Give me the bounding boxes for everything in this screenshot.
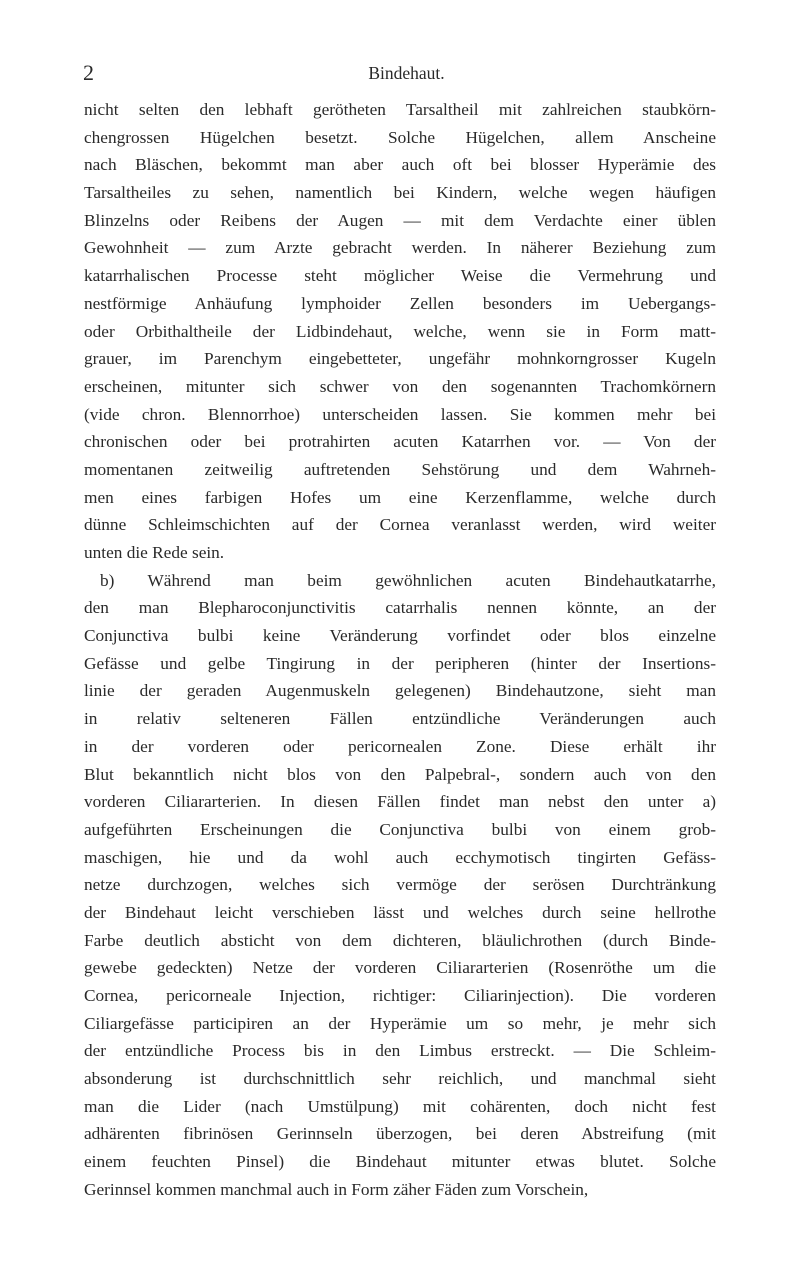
text-line: Ciliargefässe participiren an der Hyperämie um so mehr, je mehr sich	[84, 1013, 716, 1033]
text-line: Tarsaltheiles zu sehen, namentlich bei Kindern, welche wegen häufigen	[84, 183, 716, 203]
text-line: b) Während man beim gewöhnlichen acuten Bindehautkatarrhe,	[100, 570, 716, 590]
text-line: (vide chron. Blennorrhoe) unterscheiden lassen. Sie kommen mehr bei	[84, 404, 716, 424]
text-line: Gewohnheit — zum Arzte gebracht werden. In näherer Beziehung zum	[84, 238, 716, 258]
page-header	[0, 60, 801, 86]
text-line: oder Orbithaltheile der Lidbindehaut, welche, wenn sie in Form matt-	[84, 321, 716, 341]
text-line: adhärenten fibrinösen Gerinnseln überzogen, bei deren Abstreifung (mit	[84, 1124, 716, 1144]
text-line: Blinzelns oder Reibens der Augen — mit dem Verdachte einer üblen	[84, 210, 716, 230]
text-line: absonderung ist durchschnittlich sehr reichlich, und manchmal sieht	[84, 1069, 716, 1089]
text-line: momentanen zeitweilig auftretenden Sehstörung und dem Wahrneh-	[84, 459, 716, 479]
text-line: Blut bekanntlich nicht blos von den Palpebral-, sondern auch von den	[84, 764, 716, 784]
running-head: Bindehaut.	[368, 63, 445, 83]
text-line: nach Bläschen, bekommt man aber auch oft bei blosser Hyperämie des	[84, 155, 716, 175]
text-line: aufgeführten Erscheinungen die Conjunctiva bulbi von einem grob-	[84, 819, 716, 839]
text-line: man die Lider (nach Umstülpung) mit cohärenten, doch nicht fest	[84, 1096, 716, 1116]
page-number: 2	[83, 60, 94, 85]
text-line: der entzündliche Process bis in den Limbus erstreckt. — Die Schleim-	[84, 1041, 716, 1061]
text-line: erscheinen, mitunter sich schwer von den sogenannten Trachomkörnern	[84, 376, 716, 396]
text-line: der Bindehaut leicht verschieben lässt und welches durch seine hellrothe	[84, 902, 716, 922]
text-line: nestförmige Anhäufung lymphoider Zellen besonders im Uebergangs-	[84, 293, 716, 313]
text-line: Gerinnsel kommen manchmal auch in Form zäher Fäden zum Vorschein,	[84, 1179, 589, 1199]
text-line: grauer, im Parenchym eingebetteter, ungefähr mohnkorngrosser Kugeln	[84, 349, 716, 369]
text-line: maschigen, hie und da wohl auch ecchymotisch tingirten Gefäss-	[84, 847, 716, 867]
text-line: chengrossen Hügelchen besetzt. Solche Hügelchen, allem Anscheine	[84, 127, 716, 147]
text-line: gewebe gedeckten) Netze der vorderen Ciliararterien (Rosenröthe um die	[84, 958, 716, 978]
text-line: einem feuchten Pinsel) die Bindehaut mitunter etwas blutet. Solche	[84, 1152, 716, 1172]
text-line: men eines farbigen Hofes um eine Kerzenflamme, welche durch	[84, 487, 716, 507]
text-line: linie der geraden Augenmuskeln gelegenen) Bindehautzone, sieht man	[84, 681, 716, 701]
text-line: vorderen Ciliararterien. In diesen Fällen findet man nebst den unter a)	[84, 792, 716, 812]
text-line: Cornea, pericorneale Injection, richtiger: Ciliarinjection). Die vorderen	[84, 986, 716, 1005]
text-line: Conjunctiva bulbi keine Veränderung vorfindet oder blos einzelne	[84, 626, 716, 646]
text-line: dünne Schleimschichten auf der Cornea veranlasst werden, wird weiter	[84, 515, 716, 535]
text-line: den man Blepharoconjunctivitis catarrhalis nennen könnte, an der	[84, 598, 716, 618]
text-line: chronischen oder bei protrahirten acuten Katarrhen vor. — Von der	[84, 432, 716, 452]
text-line: nicht selten den lebhaft gerötheten Tarsaltheil mit zahlreichen staubkörn-	[84, 100, 716, 119]
text-line: Gefässe und gelbe Tingirung in der peripheren (hinter der Insertions-	[84, 653, 716, 673]
text-line: in relativ selteneren Fällen entzündliche Veränderungen auch	[84, 709, 716, 729]
text-line: unten die Rede sein.	[84, 543, 225, 562]
text-line: Farbe deutlich absticht von dem dichteren, bläulichrothen (durch Binde-	[84, 930, 716, 950]
text-line: katarrhalischen Processe steht möglicher Weise die Vermehrung und	[84, 266, 716, 286]
text-line: in der vorderen oder pericornealen Zone. Diese erhält ihr	[84, 736, 716, 756]
body-text	[84, 96, 716, 1204]
text-line: netze durchzogen, welches sich vermöge der serösen Durchtränkung	[84, 875, 716, 895]
